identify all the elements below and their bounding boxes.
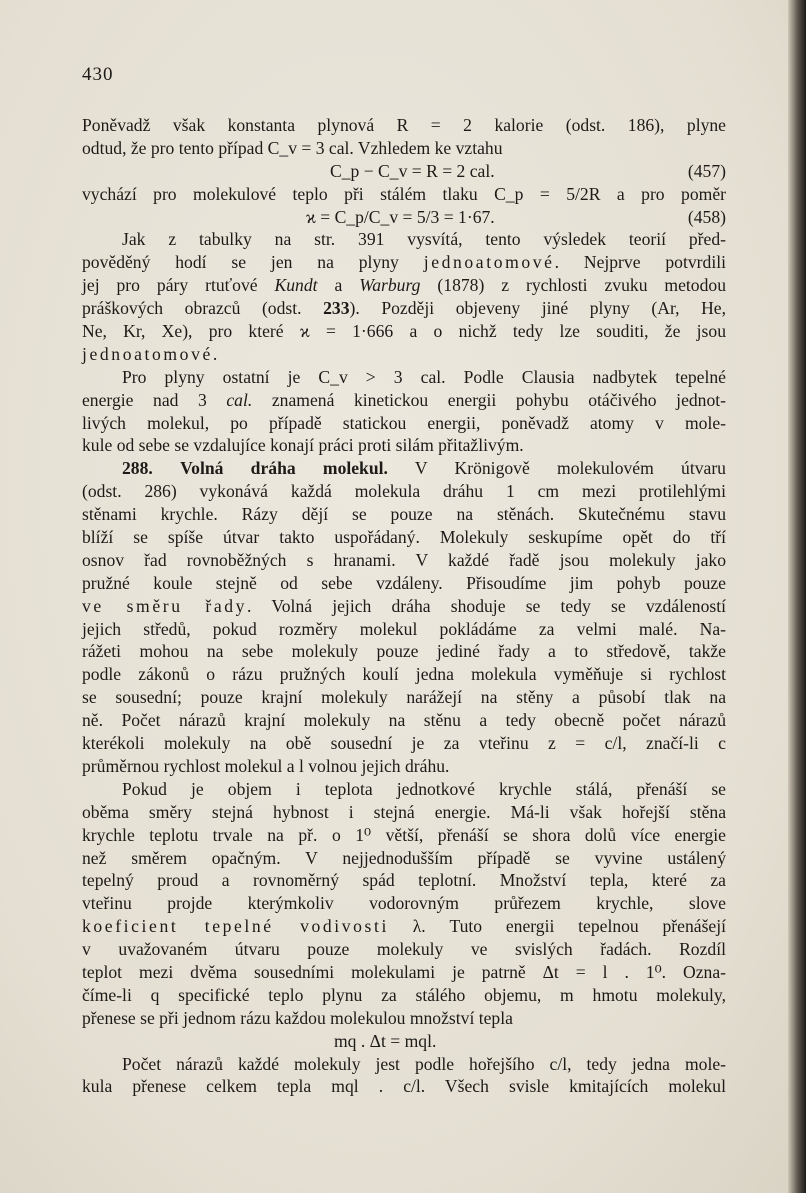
text-line: odtud, že pro tento případ C_v = 3 cal. Vzhledem ke vztahu <box>82 137 503 158</box>
text-line: vychází pro molekulové teplo při stálém tlaku C_p = 5/2R a pro poměr <box>82 183 726 204</box>
text-run: energie nad 3 <box>82 389 207 410</box>
text-line: kula přenese celkem tepla mql . c/l. Všech svisle kmitajících molekul <box>82 1076 726 1097</box>
author-name: Kundt <box>274 275 318 296</box>
section-number: 288. <box>122 458 153 479</box>
equation-formula: C_p − C_v = R = 2 cal. <box>330 160 495 181</box>
text-run: jej pro páry rtuťové <box>82 275 258 296</box>
text-line <box>82 251 726 274</box>
author-name: Warburg <box>359 275 421 296</box>
text-line: tepelný proud a rovnoměrný spád teplotní. Množství tepla, které za <box>82 870 726 891</box>
equation-formula: mq . Δt = mql. <box>334 1030 437 1051</box>
text-line: vteřinu projde kterýmkoliv vodorovným průřezem krychle, slove <box>82 893 726 914</box>
equation-formula: ϰ = C_p/C_v = 5/3 = 1·67. <box>306 206 495 227</box>
text-line: osnov řad rovnoběžných s hranami. V každé řadě jsou molekuly jako <box>82 549 726 570</box>
text-line: rážeti mohou na sebe molekuly pouze jediné řady a to středově, takže <box>82 641 726 662</box>
equation-458 <box>82 206 726 229</box>
text-run: . Nejprve potvrdili <box>554 252 726 273</box>
text-run: pověděný hodí se jen na plyny <box>82 252 399 273</box>
text-line: v uvažovaném útvaru pouze molekuly ve svislých řadách. Rozdíl <box>82 939 726 960</box>
text-line: stěnami krychle. Rázy dějí se pouze na stěnách. Skutečnému stavu <box>82 504 726 525</box>
text-line: kterékoli molekuly na obě sousední je za vteřinu z = c/l, značí-li c <box>82 733 726 754</box>
spaced-term: ve směru řady <box>82 595 248 616</box>
text-line: průměrnou rychlost molekul a l volnou jejich dráhu. <box>82 755 450 776</box>
equation-number: (458) <box>687 206 726 227</box>
page-edge-shadow <box>788 0 806 1193</box>
spaced-term: koeficient tepelné vodivosti <box>82 916 389 937</box>
text-line: jednoatomové. <box>82 343 220 364</box>
text-line <box>82 595 726 618</box>
text-line: přenese se při jednom rázu každou molekulou množství tepla <box>82 1007 513 1028</box>
text-line: Pokud je objem i teplota jednotkové krychle stálá, přenáší se <box>122 778 726 799</box>
text-line: Ne, Kr, Xe), pro které ϰ = 1·666 a o nichž tedy lze souditi, že jsou <box>82 321 726 342</box>
text-line: Pro plyny ostatní je C_v > 3 cal. Podle Clausia nadbytek tepelné <box>122 366 726 387</box>
text-line <box>82 274 726 297</box>
text-run: práškových obrazců (odst. <box>82 298 302 319</box>
text-run: znamená kinetickou energii pohybu otáčivého jednot- <box>271 389 727 410</box>
body-text <box>82 114 726 1098</box>
section-heading-line <box>82 457 726 480</box>
text-line: livých molekul, po případě statickou energii, poněvadž atomy v mole- <box>82 412 726 433</box>
text-line: podle zákonů o rázu pružných koulí jedna molekula vyměňuje si rychlost <box>82 664 726 685</box>
text-line: Počet nárazů každé molekuly jest podle hořejšího c/l, tedy jedna mole- <box>122 1053 726 1074</box>
text-run: V Krönigově molekulovém útvaru <box>414 458 726 479</box>
text-line: ně. Počet nárazů krajní molekuly na stěnu a tedy obecně počet nárazů <box>82 710 726 731</box>
text-line: (odst. 286) vykonává každá molekula dráhu 1 cm mezi protilehlými <box>82 481 726 502</box>
section-reference: 233 <box>323 298 350 319</box>
text-line: teplot mezi dvěma sousedními molekulami je patrně Δt = l . 1⁰. Ozna- <box>82 961 726 982</box>
unit: cal. <box>226 389 253 410</box>
text-line <box>82 915 726 938</box>
spaced-term: jednoatomové <box>423 252 555 273</box>
equation-unnumbered <box>82 1030 726 1053</box>
text-line: se sousední; pouze krajní molekuly narážejí na stěny a působí tlak na <box>82 687 726 708</box>
text-line: číme-li q specifické teplo plynu za stálého objemu, m hmotu molekuly, <box>82 984 726 1005</box>
text-line: oběma směry stejná hybnost i stejná energie. Má-li však hořejší stěna <box>82 801 726 822</box>
text-line: krychle teplotu trvale na př. o 1⁰ větší, přenáší se shora dolů více energie <box>82 824 726 845</box>
text-line: Jak z tabulky na str. 391 vysvítá, tento výsledek teorií před- <box>122 229 726 250</box>
text-run: a <box>334 275 343 296</box>
text-run: ). Později objeveny jiné plyny (Ar, He, <box>349 298 726 319</box>
text-line: než směrem opačným. V nejjednodušším případě se vyvine ustálený <box>82 847 726 868</box>
text-run: λ. Tuto energii tepelnou přenášejí <box>412 916 727 937</box>
text-line: jejich středů, pokud rozměry molekul pokládáme za velmi malé. Na- <box>82 618 726 639</box>
equation-457 <box>82 160 726 183</box>
text-line: pružné koule stejně od sebe vzdáleny. Přisoudíme jim pohyb pouze <box>82 572 726 593</box>
page-number: 430 <box>82 64 114 85</box>
text-line <box>82 297 726 320</box>
text-line: kule od sebe se vzdalujíce konají práci proti silám přitažlivým. <box>82 435 524 456</box>
text-line: blíží se spíše útvar takto uspořádaný. Molekuly seskupíme opět do tří <box>82 527 726 548</box>
text-run: (1878) z rychlosti zvuku metodou <box>437 275 726 296</box>
text-line <box>82 389 726 412</box>
text-run: . Volná jejich dráha shoduje se tedy se vzdáleností <box>247 595 726 616</box>
text-line: Poněvadž však konstanta plynová R = 2 kalorie (odst. 186), plyne <box>82 115 726 135</box>
section-title: Volná dráha molekul. <box>180 458 388 479</box>
equation-number: (457) <box>687 160 726 181</box>
